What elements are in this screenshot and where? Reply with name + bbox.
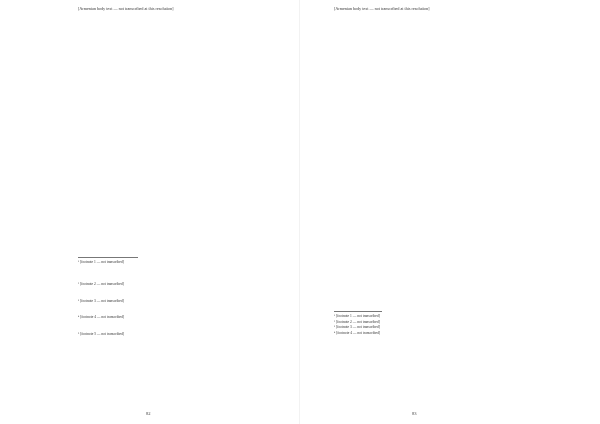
left-footnotes: [78, 260, 272, 343]
body-line: [Armenian body text — not transcribed at this resolution]: [78, 6, 174, 11]
right-page: [300, 0, 600, 424]
footnote-line: [334, 337, 528, 343]
right-footnote-rule: [334, 311, 382, 312]
footnote-line: ⁵ [footnote 5 — not transcribed]: [78, 332, 125, 337]
footnote-line: ¹ [footnote 1 — not transcribed]: [78, 259, 124, 264]
footnote-line: ² [footnote 2 — not transcribed]: [334, 319, 380, 324]
footnote-line: ⁴ [footnote 4 — not transcribed]: [334, 330, 381, 335]
footnote-line: ² [footnote 2 — not transcribed]: [78, 282, 124, 287]
left-page-number: 82: [146, 411, 151, 416]
left-footnote-rule: [78, 257, 138, 258]
body-line: [334, 302, 528, 308]
body-line: [Armenian body text — not transcribed at this resolution]: [334, 6, 430, 11]
right-body-text: [334, 6, 528, 308]
left-body-text: [78, 6, 272, 254]
footnote-line: ³ [footnote 3 — not transcribed]: [78, 298, 124, 303]
right-footnotes: [334, 314, 528, 342]
body-line: [78, 248, 272, 254]
footnote-line: [78, 338, 272, 344]
footnote-line: ³ [footnote 3 — not transcribed]: [334, 325, 380, 330]
footnote-line: ¹ [footnote 1 — not transcribed]: [334, 314, 380, 319]
footnote-line: ⁴ [footnote 4 — not transcribed]: [78, 315, 125, 320]
right-page-number: 83: [412, 411, 417, 416]
